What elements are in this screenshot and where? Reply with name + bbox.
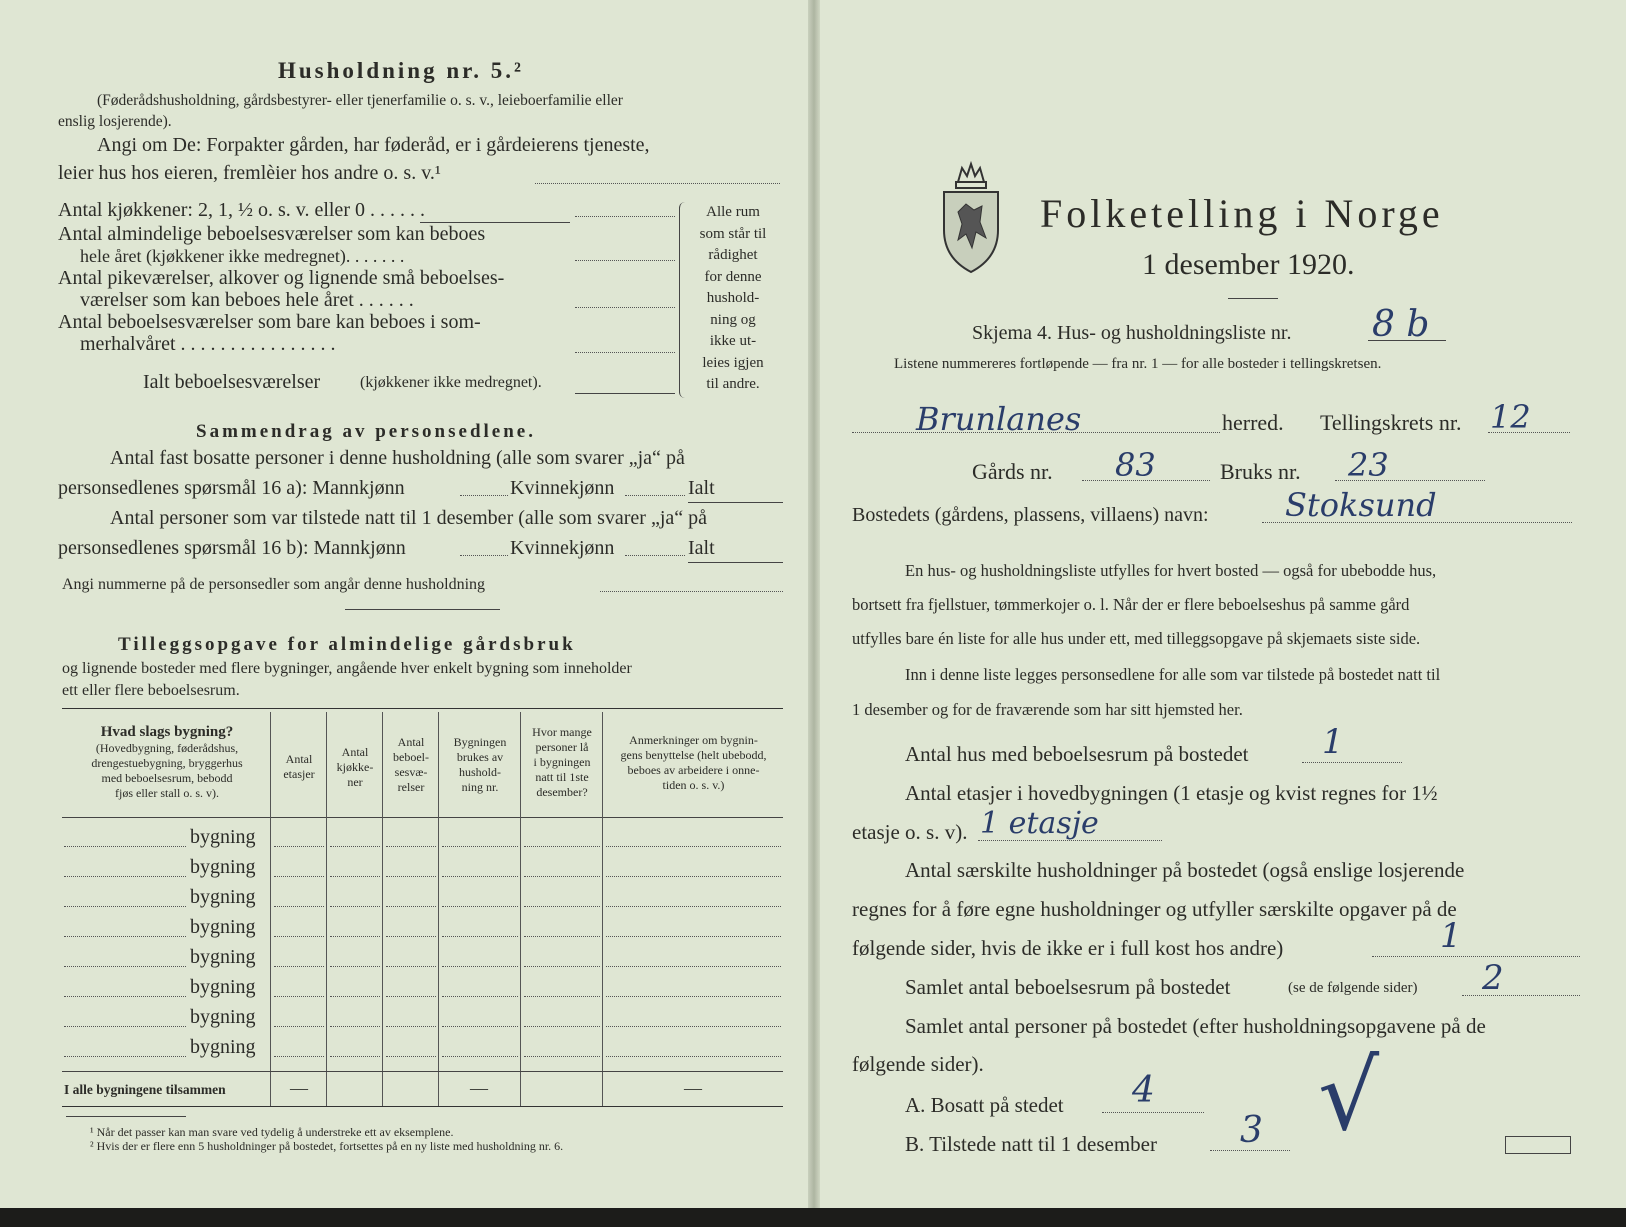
header-line: fjøs eller stall o. s. v). [115, 786, 219, 800]
numbers-answer [600, 591, 783, 592]
herred-line [852, 432, 1220, 433]
b-female-answer [625, 555, 685, 556]
header-line: med beboelsesrum, bebodd [101, 771, 233, 785]
coat-of-arms-icon [936, 160, 1006, 280]
schema-number: 8 b [1372, 304, 1430, 345]
col-header-remarks [604, 733, 783, 793]
table-cell [442, 996, 518, 997]
bruks-line [1335, 480, 1485, 481]
building-row-label: bygning [190, 946, 256, 968]
header-line: Antal [285, 752, 313, 766]
col-header-kitchens [328, 745, 382, 790]
extra-title: Tilleggsopgave for almindelige gårdsbruk [118, 634, 576, 655]
header-line: Hvor mange [532, 725, 592, 739]
check-mark: √ [1318, 1040, 1380, 1152]
q-hush-label-3: følgende sider, hvis de ikke er i full kost hos andre) [852, 936, 1284, 960]
ordinary-answer-line [575, 260, 675, 261]
intro-line-1: (Føderådshusholdning, gårdsbestyrer- eller tjenerfamilie o. s. v., leieboerfamilie eller [97, 92, 623, 109]
q-etasjer-value: 1 etasje [980, 806, 1099, 841]
para-2-line-2: 1 desember og for de fraværende som har sitt hjemsted her. [852, 700, 1243, 719]
building-type-answer [64, 966, 186, 967]
a-female-answer [625, 495, 685, 496]
gards-line [1082, 480, 1210, 481]
krets-line [1488, 432, 1570, 433]
q-hus-value: 1 [1322, 722, 1344, 762]
krets-value: 12 [1490, 398, 1531, 436]
total-dash-household: — [470, 1078, 488, 1098]
table-cell [442, 936, 518, 937]
intro-line-2: enslig losjerende). [58, 113, 172, 130]
schema-answer-line [1368, 340, 1446, 341]
header-line: personer lå [535, 740, 589, 754]
header-line: desember? [536, 785, 588, 799]
header-line: brukes av [456, 750, 504, 764]
table-cell [274, 1056, 324, 1057]
rooms-small-label: Antal pikeværelser, alkover og lignende små beboelses- [58, 267, 505, 289]
a-value: 4 [1132, 1070, 1155, 1111]
table-cell [386, 996, 436, 997]
header-line: hushold- [459, 765, 501, 779]
building-row-label: bygning [190, 916, 256, 938]
header-line: etasjer [283, 767, 315, 781]
table-cell [386, 906, 436, 907]
header-line: Hvad slags bygning? [100, 724, 234, 740]
header-line: Antal [341, 745, 369, 759]
q-hus-line [1302, 762, 1402, 763]
table-cell [330, 1026, 380, 1027]
extra-line-2: ett eller flere beboelsesrum. [62, 682, 240, 699]
table-cell [274, 1026, 324, 1027]
header-line: i bygningen [533, 755, 591, 769]
col-divider-1 [270, 712, 271, 1107]
ask-line-2: leier hus hos eieren, fremlèier hos andre o. s. v.¹ [58, 162, 441, 184]
q-hus-label: Antal hus med beboelsesrum på bostedet [905, 742, 1249, 766]
header-line: ning nr. [461, 780, 499, 794]
summary-title: Sammendrag av personsedlene. [196, 421, 536, 442]
page-fold [808, 0, 820, 1208]
side-note [690, 202, 776, 396]
side-note-line: ikke ut- [709, 333, 757, 349]
total-dash-floors: — [290, 1078, 308, 1098]
table-cell [442, 846, 518, 847]
a-line [1102, 1112, 1204, 1113]
q-hush-value: 1 [1440, 916, 1462, 956]
side-note-line: rådighet [708, 247, 758, 263]
table-cell [330, 876, 380, 877]
header-line: beboes av arbeidere i onne- [627, 763, 760, 777]
b-female-label: Kvinnekjønn [510, 537, 615, 559]
col-header-building-type [66, 723, 268, 801]
table-cell [330, 846, 380, 847]
para-1-line-3: utfylles bare én liste for alle hus under ett, med tilleggsopgave på skjemaets siste side. [852, 629, 1421, 648]
building-type-answer [64, 876, 186, 877]
small-answer-line [575, 307, 675, 308]
total-dash-remarks: — [684, 1078, 702, 1098]
title-rule [1228, 298, 1278, 299]
table-cell [606, 846, 781, 847]
table-cell [606, 876, 781, 877]
list-note: Listene nummereres fortløpende — fra nr. 1 — for alle bosteder i tellingskretsen. [894, 356, 1382, 372]
building-row-label: bygning [190, 826, 256, 848]
col-header-household [440, 735, 520, 795]
table-cell [442, 1026, 518, 1027]
table-header-border [62, 817, 783, 818]
rooms-total-label: Ialt beboelsesværelser [143, 371, 321, 393]
col-divider-6 [602, 712, 603, 1107]
footnote-1: ¹ Når det passer kan man svare ved tydelig å understreke ett av eksemplene. [90, 1125, 454, 1139]
table-cell [274, 936, 324, 937]
para-1-line-1: En hus- og husholdningsliste utfylles for hvert bosted — også for ubebodde hus, [905, 561, 1437, 580]
header-line: beboel- [393, 750, 429, 764]
footnote-2: ² Hvis der er flere enn 5 husholdninger på bostedet, fortsettes på en ny liste med husholdning nr. 6. [90, 1139, 564, 1153]
table-cell [274, 966, 324, 967]
building-type-answer [64, 936, 186, 937]
col-divider-5 [520, 712, 521, 1107]
building-row-label: bygning [190, 886, 256, 908]
table-cell [442, 966, 518, 967]
building-row-label: bygning [190, 1006, 256, 1028]
col-divider-2 [326, 712, 327, 1107]
table-cell [386, 876, 436, 877]
side-note-line: Alle rum [706, 204, 760, 220]
summary-b-line-2: personsedlenes spørsmål 16 b): Mannkjønn [58, 537, 406, 559]
table-cell [274, 906, 324, 907]
header-line: Anmerkninger om bygnin- [629, 733, 758, 747]
b-male-answer [460, 555, 508, 556]
header-line: drengestuebygning, bryggerhus [91, 756, 243, 770]
table-cell [386, 966, 436, 967]
header-line: kjøkke- [336, 760, 374, 774]
header-line: sesvæ- [394, 765, 428, 779]
rooms-kitchens-label: Antal kjøkkener: 2, 1, ½ o. s. v. eller 0 . . . . . . [58, 199, 425, 221]
gards-value: 83 [1115, 446, 1156, 484]
table-cell [524, 1056, 600, 1057]
col-header-rooms [384, 735, 438, 795]
table-cell [330, 906, 380, 907]
herred-value: Brunlanes [916, 400, 1082, 438]
header-line: Bygningen [453, 735, 507, 749]
table-cell [524, 966, 600, 967]
b-line [1210, 1150, 1290, 1151]
b-total-answer [688, 562, 783, 563]
table-cell [524, 996, 600, 997]
rooms-total-note: (kjøkkener ikke medregnet). [360, 374, 542, 391]
rooms-ordinary-label: Antal almindelige beboelsesværelser som kan beboes [58, 223, 486, 245]
building-type-answer [64, 1026, 186, 1027]
bruks-value: 23 [1348, 446, 1389, 484]
a-total-answer [688, 502, 783, 503]
q-pers-label-2: følgende sider). [852, 1052, 984, 1076]
para-1-line-2: bortsett fra fjellstuer, tømmerkojer o. l. Når der er flere beboelseshus på samme gård [852, 595, 1410, 614]
table-cell [386, 846, 436, 847]
rooms-summer-label-2: merhalvåret . . . . . . . . . . . . . . . . [80, 333, 336, 355]
table-cell [524, 906, 600, 907]
table-cell [442, 906, 518, 907]
ask-answer-line [535, 183, 780, 184]
b-label: B. Tilstede natt til 1 desember [905, 1132, 1157, 1156]
a-label: A. Bosatt på stedet [905, 1093, 1064, 1117]
col-header-persons [522, 725, 602, 800]
side-note-line: til andre. [706, 376, 760, 392]
table-cell [386, 1056, 436, 1057]
krets-label: Tellingskrets nr. [1320, 410, 1462, 435]
schema-label: Skjema 4. Hus- og husholdningsliste nr. [972, 322, 1292, 344]
census-date: 1 desember 1920. [1142, 248, 1355, 281]
table-cell [442, 876, 518, 877]
q-etasjer-line [978, 840, 1162, 841]
side-note-line: hushold- [706, 290, 760, 306]
header-line: tiden o. s. v.) [662, 778, 725, 792]
summary-a-line-1: Antal fast bosatte personer i denne husholdning (alle som svarer „ja“ på [110, 447, 685, 469]
table-cell [606, 966, 781, 967]
para-2-line-1: Inn i denne liste legges personsedlene for alle som var tilstede på bostedet natt til [905, 665, 1441, 684]
header-line: natt til 1ste [535, 770, 589, 784]
q-rum-value: 2 [1482, 958, 1504, 998]
summer-answer-line [575, 352, 675, 353]
summary-b-line-1: Antal personer som var tilstede natt til 1 desember (alle som svarer „ja“ på [110, 507, 708, 529]
extra-line-1: og lignende bosteder med flere bygninger, angående hver enkelt bygning som inneholder [62, 660, 632, 677]
a-male-answer [460, 495, 508, 496]
header-line: ner [347, 775, 363, 789]
total-answer-line [575, 393, 675, 394]
table-cell [330, 936, 380, 937]
bosted-label: Bostedets (gårdens, plassens, villaens) navn: [852, 504, 1209, 526]
col-divider-4 [438, 712, 439, 1107]
bosted-value: Stoksund [1285, 486, 1437, 524]
table-cell [524, 876, 600, 877]
side-note-line: ning og [710, 311, 756, 328]
table-cell [274, 996, 324, 997]
q-etasjer-label-1: Antal etasjer i hovedbygningen (1 etasje og kvist regnes for 1½ [905, 781, 1438, 805]
table-cell [606, 906, 781, 907]
table-cell [386, 936, 436, 937]
table-cell [606, 996, 781, 997]
rooms-small-label-2: værelser som kan beboes hele året . . . . . . [80, 289, 414, 311]
q-rum-line [1462, 995, 1580, 996]
b-value: 3 [1240, 1110, 1263, 1151]
b-total-label: Ialt [688, 537, 715, 559]
q-rum-note: (se de følgende sider) [1288, 980, 1418, 996]
numbers-label: Angi nummerne på de personsedler som angår denne husholdning [62, 576, 486, 593]
header-line: gens benyttelse (helt ubebodd, [620, 748, 767, 762]
building-row-label: bygning [190, 976, 256, 998]
total-row-top [62, 1071, 783, 1072]
header-line: Antal [397, 735, 425, 749]
a-female-label: Kvinnekjønn [510, 477, 615, 499]
side-note-line: som står til [699, 225, 767, 242]
printer-stamp [1505, 1136, 1571, 1154]
q-hush-label-1: Antal særskilte husholdninger på bostedet (også enslige losjerende [905, 858, 1465, 882]
table-cell [606, 1026, 781, 1027]
bruks-label: Bruks nr. [1220, 459, 1301, 484]
rooms-ordinary-label-2: hele året (kjøkkener ikke medregnet). . . . . . . [80, 246, 405, 266]
q-etasjer-label-2: etasje o. s. v). [852, 820, 968, 844]
table-cell [606, 936, 781, 937]
q-rum-label: Samlet antal beboelsesrum på bostedet [905, 975, 1231, 999]
building-type-answer [64, 846, 186, 847]
table-cell [524, 1026, 600, 1027]
side-note-line: leies igjen [702, 354, 764, 371]
table-cell [274, 876, 324, 877]
building-type-answer [64, 906, 186, 907]
table-top-border [62, 708, 783, 709]
separator [345, 609, 500, 610]
table-cell [524, 846, 600, 847]
header-line: (Hovedbygning, føderådshus, [95, 741, 239, 755]
bosted-line [1262, 522, 1572, 523]
table-cell [330, 996, 380, 997]
rooms-summer-label: Antal beboelsesværelser som bare kan beboes i som- [58, 311, 481, 333]
q-pers-label-1: Samlet antal personer på bostedet (efter husholdningsopgavene på de [905, 1014, 1486, 1038]
header-line: relser [397, 780, 425, 794]
table-cell [386, 1026, 436, 1027]
q-hush-label-2: regnes for å føre egne husholdninger og utfyller særskilte opgaver på de [852, 897, 1457, 921]
table-cell [442, 1056, 518, 1057]
total-row-label: I alle bygningene tilsammen [64, 1082, 226, 1097]
summary-a-line-2: personsedlenes spørsmål 16 a): Mannkjønn [58, 477, 405, 499]
building-row-label: bygning [190, 856, 256, 878]
a-total-label: Ialt [688, 477, 715, 499]
kitchens-answer-line [575, 216, 675, 217]
side-note-line: for denne [704, 268, 762, 285]
col-divider-3 [382, 712, 383, 1107]
gards-label: Gårds nr. [972, 459, 1053, 484]
census-title: Folketelling i Norge [1040, 191, 1444, 236]
table-cell [274, 846, 324, 847]
table-cell [606, 1056, 781, 1057]
building-type-answer [64, 1056, 186, 1057]
col-header-floors [272, 752, 326, 782]
table-cell [524, 936, 600, 937]
table-cell [330, 966, 380, 967]
ask-line-1: Angi om De: Forpakter gården, har føderåd, er i gårdeierens tjeneste, [97, 134, 650, 156]
table-cell [330, 1056, 380, 1057]
brace [679, 202, 688, 398]
q-hush-line [1372, 956, 1580, 957]
total-row-bottom [62, 1106, 783, 1107]
household-title: Husholdning nr. 5.² [278, 58, 524, 83]
building-type-answer [64, 996, 186, 997]
building-row-label: bygning [190, 1036, 256, 1058]
herred-label: herred. [1222, 410, 1284, 435]
footnote-rule [66, 1116, 186, 1117]
